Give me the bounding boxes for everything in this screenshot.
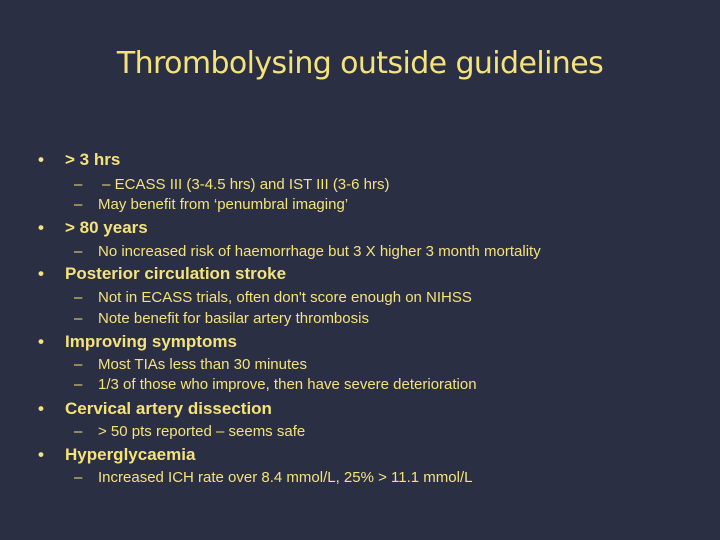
bullet-item	[38, 332, 237, 352]
dash-icon: –	[74, 310, 83, 327]
sub-text: Increased ICH rate over 8.4 mmol/L, 25% > 11.1 mmol/L	[98, 469, 473, 486]
bullet-icon: •	[38, 445, 44, 464]
bullet-icon: •	[38, 218, 44, 237]
sub-item	[74, 289, 472, 306]
dash-icon: –	[74, 356, 83, 373]
sub-text: May benefit from ‘penumbral imaging’	[98, 196, 349, 213]
dash-icon: –	[74, 196, 83, 213]
sub-item	[74, 423, 305, 440]
bullet-text: Hyperglycaemia	[65, 445, 196, 464]
bullet-icon: •	[38, 264, 44, 283]
sub-item	[74, 469, 472, 486]
bullet-item	[38, 218, 148, 238]
sub-text: – ECASS III (3-4.5 hrs) and IST III (3-6 hrs)	[98, 176, 390, 193]
sub-item	[74, 176, 390, 193]
bullet-text: Posterior circulation stroke	[65, 264, 287, 283]
sub-text: Not in ECASS trials, often don't score enough on NIHSS	[98, 289, 472, 306]
bullet-text: > 80 years	[65, 218, 148, 237]
bullet-text: > 3 hrs	[65, 150, 121, 169]
slide-title: Thrombolysing outside guidelines	[116, 46, 604, 81]
bullet-text: Cervical artery dissection	[65, 399, 272, 418]
dash-icon: –	[74, 423, 83, 440]
bullet-icon: •	[38, 150, 44, 169]
dash-icon: –	[74, 176, 83, 193]
bullet-item	[38, 264, 286, 284]
sub-text: Most TIAs less than 30 minutes	[98, 356, 307, 373]
sub-item	[74, 376, 477, 393]
bullet-icon: •	[38, 332, 44, 351]
sub-text: 1/3 of those who improve, then have severe deterioration	[98, 376, 477, 393]
dash-icon: –	[74, 289, 83, 306]
sub-text: No increased risk of haemorrhage but 3 X higher 3 month mortality	[98, 243, 541, 260]
bullet-item	[38, 150, 120, 170]
sub-item	[74, 243, 541, 260]
sub-text: Note benefit for basilar artery thrombosis	[98, 310, 369, 327]
sub-item	[74, 196, 348, 213]
bullet-text: Improving symptoms	[65, 332, 237, 351]
sub-item	[74, 310, 369, 327]
bullet-icon: •	[38, 399, 44, 418]
sub-text: > 50 pts reported – seems safe	[98, 423, 306, 440]
bullet-item	[38, 445, 195, 465]
dash-icon: –	[74, 243, 83, 260]
sub-item	[74, 356, 307, 373]
dash-icon: –	[74, 376, 83, 393]
dash-icon: –	[74, 469, 83, 486]
bullet-item	[38, 399, 272, 419]
